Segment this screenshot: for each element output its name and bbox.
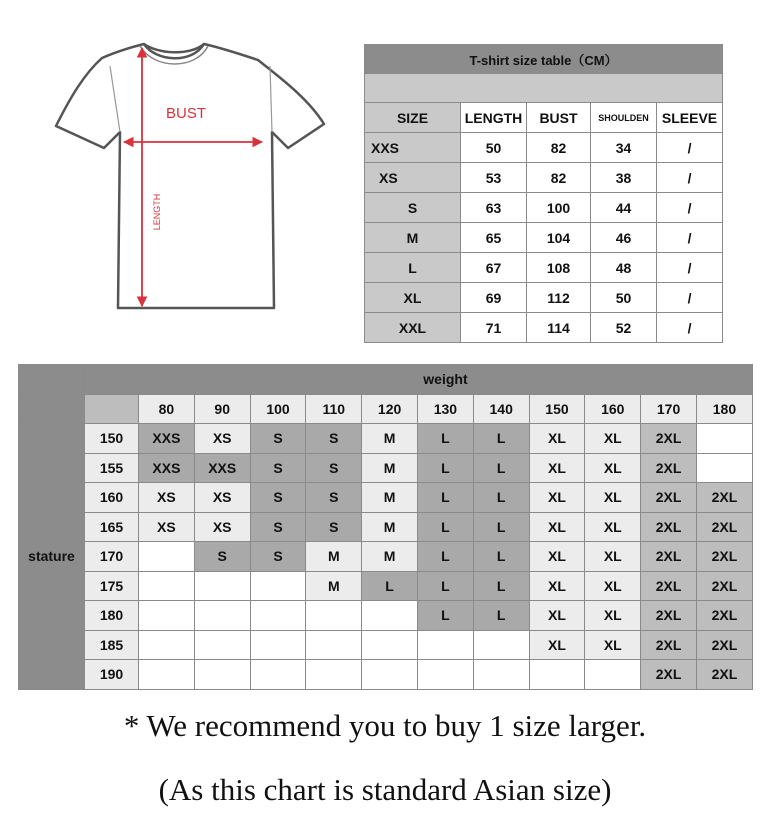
- size-recommendation-cell: S: [306, 453, 362, 483]
- size-recommendation-cell: S: [306, 512, 362, 542]
- weight-values-row: [19, 394, 753, 424]
- sleeve-cell: /: [657, 223, 723, 253]
- header-bust: BUST: [527, 103, 591, 133]
- stature-value: 165: [85, 512, 139, 542]
- size-recommendation-cell: XL: [585, 453, 641, 483]
- weight-value: 90: [194, 394, 250, 424]
- size-recommendation-cell: [194, 571, 250, 601]
- recommendation-note: * We recommend you to buy 1 size larger.: [123, 708, 647, 743]
- stature-value: 160: [85, 483, 139, 513]
- size-recommendation-cell: XS: [139, 512, 195, 542]
- size-recommendation-cell: 2XL: [641, 542, 697, 572]
- size-row: [365, 313, 723, 343]
- size-recommendation-cell: [139, 630, 195, 660]
- size-recommendation-cell: L: [417, 601, 473, 631]
- size-row: [365, 163, 723, 193]
- size-cell: L: [365, 253, 461, 283]
- size-recommendation-cell: XXS: [139, 424, 195, 454]
- size-recommendation-cell: XXS: [139, 453, 195, 483]
- size-recommendation-cell: M: [362, 424, 418, 454]
- bust-cell: 104: [527, 223, 591, 253]
- size-recommendation-cell: S: [250, 542, 306, 572]
- length-cell: 53: [461, 163, 527, 193]
- stature-row: [19, 424, 753, 454]
- size-recommendation-cell: 2XL: [641, 453, 697, 483]
- weight-label: weight: [139, 365, 753, 395]
- size-recommendation-cell: L: [362, 571, 418, 601]
- size-recommendation-cell: [306, 601, 362, 631]
- size-recommendation-cell: L: [473, 542, 529, 572]
- size-recommendation-cell: XL: [529, 542, 585, 572]
- corner-cell: [19, 365, 85, 395]
- size-recommendation-cell: XS: [194, 483, 250, 513]
- size-recommendation-cell: [306, 630, 362, 660]
- size-recommendation-cell: [250, 601, 306, 631]
- size-recommendation-cell: [473, 630, 529, 660]
- size-recommendation-cell: L: [417, 542, 473, 572]
- size-cell: S: [365, 193, 461, 223]
- size-recommendation-cell: 2XL: [696, 483, 752, 513]
- size-cell: XL: [365, 283, 461, 313]
- weight-value: 80: [139, 394, 195, 424]
- size-recommendation-cell: [139, 542, 195, 572]
- corner-cell: [85, 394, 139, 424]
- size-recommendation-cell: XL: [585, 424, 641, 454]
- size-recommendation-cell: 2XL: [641, 630, 697, 660]
- size-recommendation-cell: 2XL: [641, 571, 697, 601]
- size-row: [365, 193, 723, 223]
- stature-value: 175: [85, 571, 139, 601]
- tshirt-illustration: [40, 36, 340, 326]
- size-recommendation-cell: 2XL: [641, 424, 697, 454]
- bust-cell: 82: [527, 133, 591, 163]
- size-recommendation-cell: 2XL: [641, 660, 697, 690]
- bust-label: BUST: [165, 105, 207, 122]
- shoulder-cell: 50: [591, 283, 657, 313]
- weight-value: 150: [529, 394, 585, 424]
- bust-cell: 114: [527, 313, 591, 343]
- stature-value: 170: [85, 542, 139, 572]
- size-recommendation-cell: 2XL: [696, 660, 752, 690]
- length-cell: 63: [461, 193, 527, 223]
- stature-row: [19, 601, 753, 631]
- size-cell: XS: [365, 163, 461, 193]
- size-recommendation-cell: [362, 660, 418, 690]
- shoulder-cell: 44: [591, 193, 657, 223]
- size-recommendation-cell: [306, 660, 362, 690]
- asian-size-note: (As this chart is standard Asian size): [158, 772, 612, 807]
- size-recommendation-cell: M: [362, 512, 418, 542]
- weight-header-row: [19, 365, 753, 395]
- size-table-spacer: [365, 74, 723, 103]
- size-row: [365, 133, 723, 163]
- length-cell: 67: [461, 253, 527, 283]
- header-length: LENGTH: [461, 103, 527, 133]
- size-recommendation-cell: XL: [529, 453, 585, 483]
- size-recommendation-cell: XL: [585, 542, 641, 572]
- header-sleeve: SLEEVE: [657, 103, 723, 133]
- size-recommendation-cell: L: [473, 512, 529, 542]
- size-recommendation-cell: M: [362, 542, 418, 572]
- size-recommendation-cell: [250, 571, 306, 601]
- size-recommendation-cell: [139, 601, 195, 631]
- weight-value: 110: [306, 394, 362, 424]
- stature-value: 190: [85, 660, 139, 690]
- size-recommendation-cell: M: [362, 483, 418, 513]
- sleeve-cell: /: [657, 163, 723, 193]
- stature-value: 150: [85, 424, 139, 454]
- size-recommendation-cell: [362, 601, 418, 631]
- shoulder-cell: 48: [591, 253, 657, 283]
- size-recommendation-cell: S: [250, 483, 306, 513]
- size-recommendation-cell: XS: [194, 424, 250, 454]
- stature-row: [19, 660, 753, 690]
- size-recommendation-cell: XL: [529, 512, 585, 542]
- size-recommendation-cell: S: [306, 483, 362, 513]
- stature-value: 185: [85, 630, 139, 660]
- tshirt-outline: [56, 44, 324, 308]
- size-row: [365, 223, 723, 253]
- stature-row: [19, 630, 753, 660]
- size-recommendation-cell: XXS: [194, 453, 250, 483]
- size-recommendation-cell: 2XL: [696, 630, 752, 660]
- header-size: SIZE: [365, 103, 461, 133]
- size-recommendation-cell: 2XL: [696, 512, 752, 542]
- weight-value: 160: [585, 394, 641, 424]
- size-cell: M: [365, 223, 461, 253]
- size-recommendation-cell: XL: [585, 601, 641, 631]
- size-recommendation-cell: [194, 601, 250, 631]
- size-recommendation-cell: L: [417, 571, 473, 601]
- weight-value: 180: [696, 394, 752, 424]
- size-table: [364, 44, 723, 343]
- size-recommendation-cell: XL: [585, 512, 641, 542]
- bust-cell: 108: [527, 253, 591, 283]
- size-recommendation-cell: XS: [139, 483, 195, 513]
- shoulder-cell: 52: [591, 313, 657, 343]
- length-cell: 65: [461, 223, 527, 253]
- size-row: [365, 283, 723, 313]
- size-recommendation-cell: [473, 660, 529, 690]
- size-recommendation-cell: L: [473, 483, 529, 513]
- size-recommendation-cell: [585, 660, 641, 690]
- weight-value: 130: [417, 394, 473, 424]
- size-recommendation-cell: XL: [585, 483, 641, 513]
- bust-cell: 82: [527, 163, 591, 193]
- sleeve-cell: /: [657, 283, 723, 313]
- weight-value: 170: [641, 394, 697, 424]
- length-cell: 69: [461, 283, 527, 313]
- bust-cell: 112: [527, 283, 591, 313]
- size-recommendation-cell: S: [250, 453, 306, 483]
- shoulder-cell: 38: [591, 163, 657, 193]
- size-table-title: T-shirt size table（CM）: [365, 45, 723, 74]
- size-recommendation-cell: L: [473, 571, 529, 601]
- header-shoulder: SHOULDEN: [591, 103, 657, 133]
- size-recommendation-cell: [529, 660, 585, 690]
- size-recommendation-cell: [139, 571, 195, 601]
- size-recommendation-cell: S: [250, 424, 306, 454]
- size-recommendation-cell: [417, 630, 473, 660]
- size-recommendation-cell: [417, 660, 473, 690]
- size-recommendation-cell: L: [417, 483, 473, 513]
- size-recommendation-cell: [194, 660, 250, 690]
- stature-label: stature: [19, 424, 85, 690]
- size-recommendation-cell: S: [306, 424, 362, 454]
- stature-value: 180: [85, 601, 139, 631]
- sleeve-cell: /: [657, 193, 723, 223]
- stature-row: [19, 453, 753, 483]
- stature-row: [19, 542, 753, 572]
- size-recommendation-cell: 2XL: [696, 571, 752, 601]
- weight-value: 140: [473, 394, 529, 424]
- size-recommendation-cell: [362, 630, 418, 660]
- sleeve-cell: /: [657, 133, 723, 163]
- size-recommendation-cell: [250, 660, 306, 690]
- size-cell: XXL: [365, 313, 461, 343]
- size-recommendation-cell: XL: [529, 571, 585, 601]
- sleeve-cell: /: [657, 313, 723, 343]
- size-recommendation-cell: L: [417, 424, 473, 454]
- length-label: LENGTH: [152, 193, 162, 231]
- stature-value: 155: [85, 453, 139, 483]
- size-recommendation-cell: 2XL: [641, 483, 697, 513]
- size-recommendation-cell: XL: [585, 630, 641, 660]
- shoulder-cell: 46: [591, 223, 657, 253]
- size-recommendation-cell: M: [362, 453, 418, 483]
- size-recommendation-cell: XL: [529, 601, 585, 631]
- size-recommendation-cell: M: [306, 542, 362, 572]
- size-recommendation-cell: 2XL: [641, 601, 697, 631]
- size-recommendation-cell: XL: [585, 571, 641, 601]
- size-recommendation-cell: XL: [529, 424, 585, 454]
- sleeve-cell: /: [657, 253, 723, 283]
- size-table-header: [365, 103, 723, 133]
- size-recommendation-cell: XL: [529, 483, 585, 513]
- size-recommendation-cell: [696, 424, 752, 454]
- weight-value: 120: [362, 394, 418, 424]
- size-recommendation-cell: XS: [194, 512, 250, 542]
- size-recommendation-cell: S: [194, 542, 250, 572]
- shoulder-cell: 34: [591, 133, 657, 163]
- bust-cell: 100: [527, 193, 591, 223]
- size-cell: XXS: [365, 133, 461, 163]
- size-recommendation-cell: XL: [529, 630, 585, 660]
- size-recommendation-cell: S: [250, 512, 306, 542]
- size-recommendation-cell: L: [417, 512, 473, 542]
- weight-stature-table: [18, 364, 753, 690]
- size-recommendation-cell: 2XL: [641, 512, 697, 542]
- weight-value: 100: [250, 394, 306, 424]
- stature-row: [19, 571, 753, 601]
- size-recommendation-cell: L: [417, 453, 473, 483]
- stature-row: [19, 483, 753, 513]
- size-recommendation-cell: [696, 453, 752, 483]
- length-cell: 50: [461, 133, 527, 163]
- size-row: [365, 253, 723, 283]
- size-recommendation-cell: [250, 630, 306, 660]
- length-cell: 71: [461, 313, 527, 343]
- size-recommendation-cell: L: [473, 601, 529, 631]
- size-recommendation-cell: 2XL: [696, 601, 752, 631]
- size-recommendation-cell: M: [306, 571, 362, 601]
- size-recommendation-cell: [139, 660, 195, 690]
- size-recommendation-cell: L: [473, 424, 529, 454]
- size-recommendation-cell: 2XL: [696, 542, 752, 572]
- corner-cell: [85, 365, 139, 395]
- stature-row: [19, 512, 753, 542]
- size-recommendation-cell: L: [473, 453, 529, 483]
- corner-cell: [19, 394, 85, 424]
- size-recommendation-cell: [194, 630, 250, 660]
